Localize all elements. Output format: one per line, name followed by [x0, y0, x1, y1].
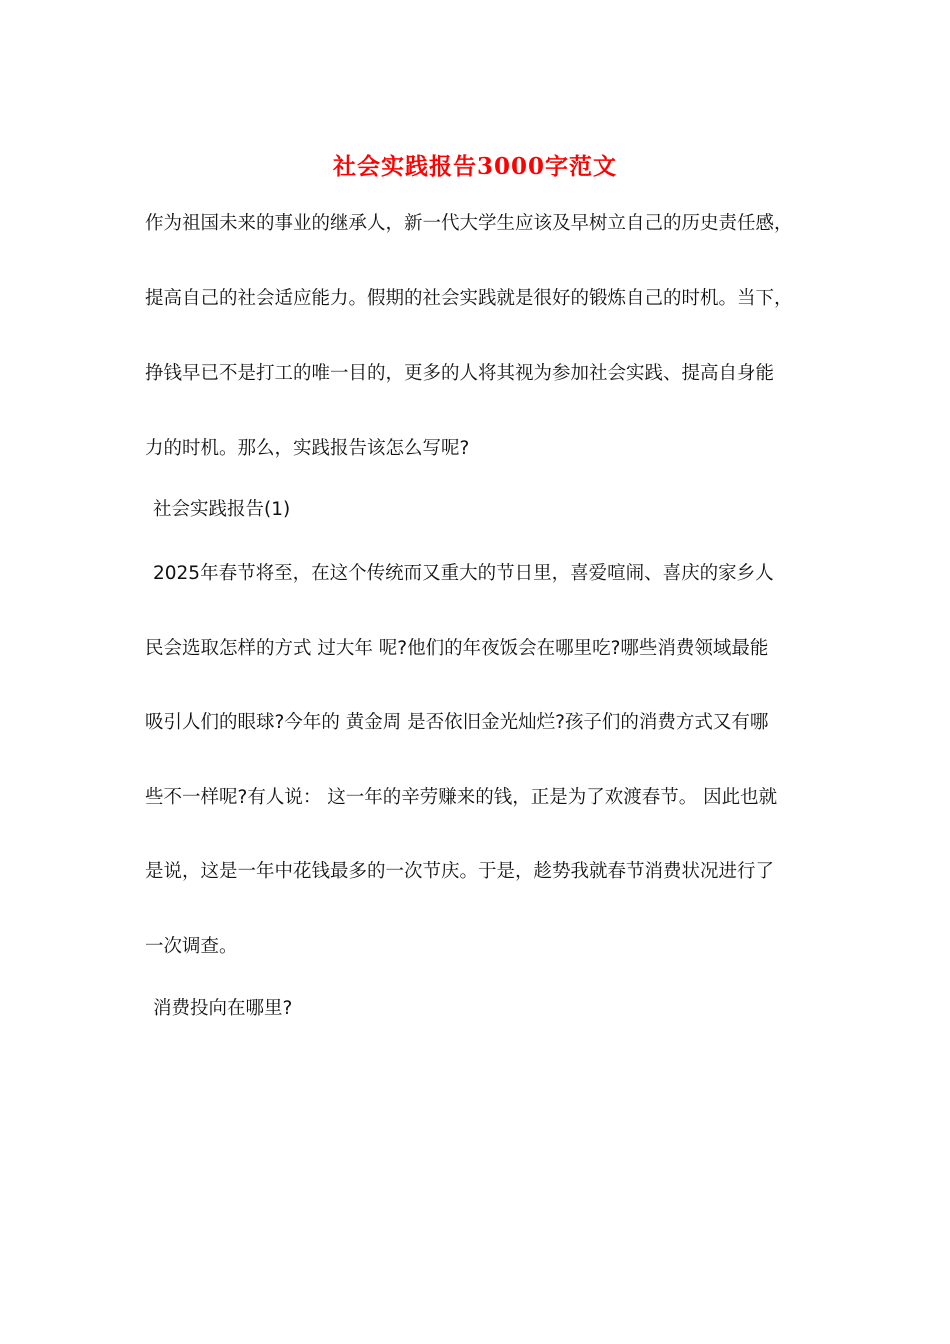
- paragraph-line: 力的时机。那么，实践报告该怎么写呢?: [145, 438, 470, 459]
- paragraph-line: 挣钱早已不是打工的唯一目的，更多的人将其视为参加社会实践、提高自身能: [145, 363, 775, 384]
- paragraph-line: 吸引人们的眼球?今年的 黄金周 是否依旧金光灿烂?孩子们的消费方式又有哪: [145, 712, 769, 733]
- section-heading: 社会实践报告(1): [153, 499, 291, 520]
- paragraph-line: 作为祖国未来的事业的继承人，新一代大学生应该及早树立自己的历史责任感，: [145, 213, 793, 234]
- paragraph-line: 提高自己的社会适应能力。假期的社会实践就是很好的锻炼自己的时机。当下，: [145, 288, 793, 309]
- paragraph-line: 些不一样呢?有人说： 这一年的辛劳赚来的钱，正是为了欢渡春节。 因此也就: [145, 787, 778, 808]
- document-title: 社会实践报告3000字范文: [332, 153, 617, 180]
- paragraph-line: 是说，这是一年中花钱最多的一次节庆。于是，趁势我就春节消费状况进行了: [145, 861, 775, 882]
- paragraph-line: 2025年春节将至，在这个传统而又重大的节日里，喜爱喧闹、喜庆的家乡人: [153, 563, 774, 584]
- paragraph-line: 民会选取怎样的方式 过大年 呢?他们的年夜饭会在哪里吃?哪些消费领域最能: [145, 638, 769, 659]
- subheading: 消费投向在哪里?: [153, 998, 293, 1019]
- paragraph-line: 一次调查。: [145, 936, 238, 957]
